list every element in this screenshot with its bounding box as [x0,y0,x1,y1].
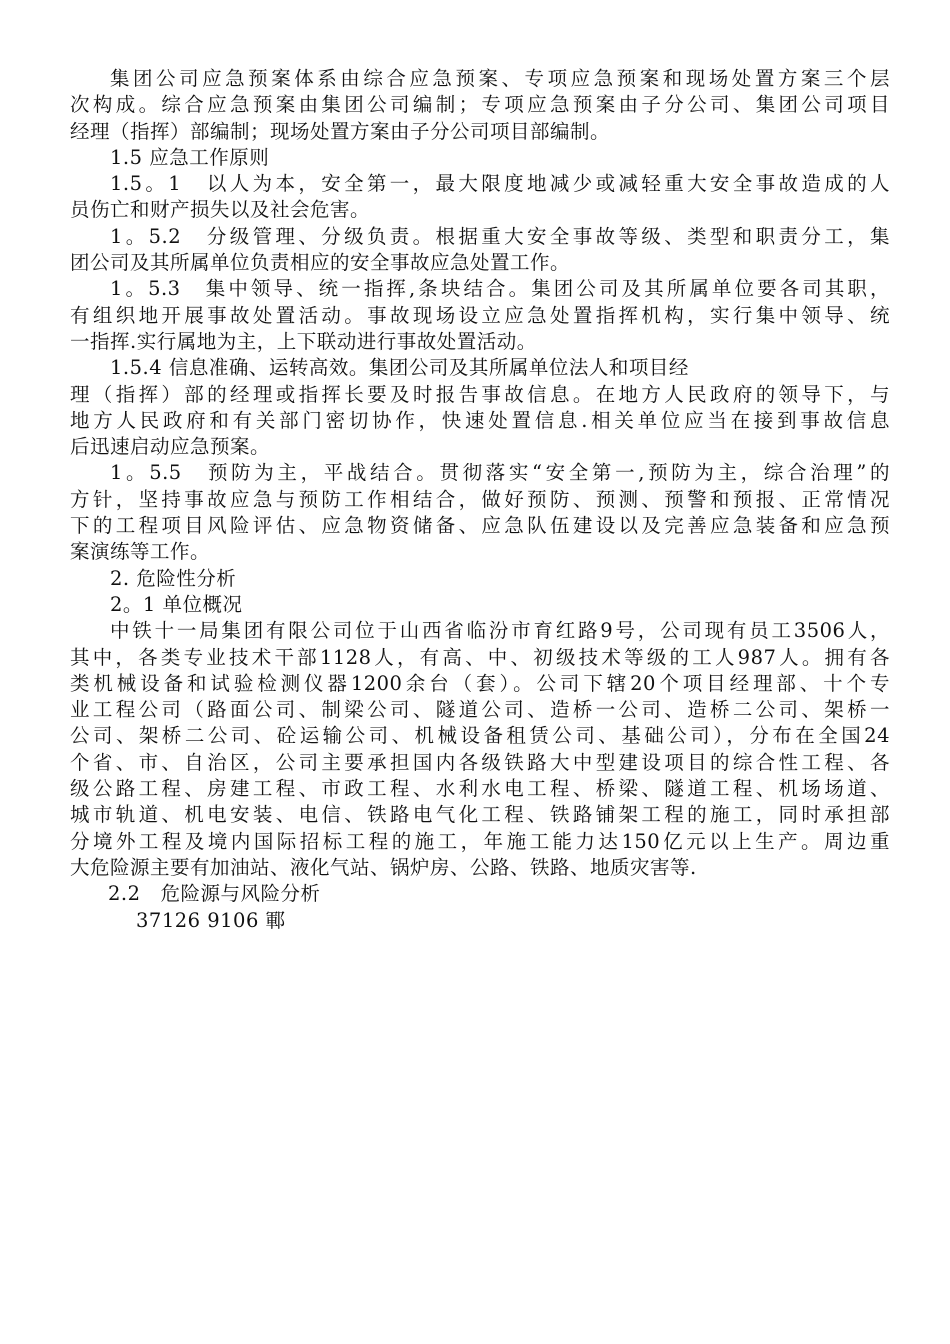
text-line: 分境外工程及境内国际招标工程的施工，年施工能力达150亿元以上生产。周边重 [70,829,890,853]
text-line: 1。5.5 预防为主，平战结合。贯彻落实“安全第一,预防为主，综合治理”的 [110,461,890,485]
heading-1-5 [70,145,890,171]
text-line: 集团公司应急预案体系由综合应急预案、专项应急预案和现场处置方案三个层 [110,67,890,90]
text-line: 理（指挥）部的经理或指挥长要及时报告事故信息。在地方人民政府的领导下，与 [70,382,890,406]
text-line: 城市轨道、机电安装、电信、铁路电气化工程、铁路铺架工程的施工，同时承担部 [70,803,890,827]
text-line: 后迅速启动应急预案。 [70,435,271,459]
text-line: 团公司及其所属单位负责相应的安全事故应急处置工作。 [70,251,571,275]
text-line: 业工程公司（路面公司、制梁公司、隧道公司、造桥一公司、造桥二公司、架桥一 [70,698,890,722]
heading-2-1 [70,592,890,618]
paragraph-1-5-3 [70,276,890,355]
text-line: 次构成。综合应急预案由集团公司编制；专项应急预案由子分公司、集团公司项目 [70,93,890,117]
section-heading: 1.5 应急工作原则 [110,145,270,169]
text-line: 大危险源主要有加油站、液化气站、锅炉房、公路、铁路、地质灾害等. [70,855,697,879]
text-line: 员伤亡和财产损失以及社会危害。 [70,198,371,222]
text-line: 1。5.3 集中领导、统一指挥,条块结合。集团公司及其所属单位要各司其职， [110,277,890,301]
paragraph-1-5-2 [70,224,890,277]
text-line: 有组织地开展事故处置活动。事故现场设立应急处置指挥机构，实行集中领导、统 [70,303,890,327]
text-line: 1。5.2 分级管理、分级负责。根据重大安全事故等级、类型和职责分工，集 [110,224,890,248]
text-line: 级公路工程、房建工程、市政工程、水利水电工程、桥梁、隧道工程、机场场道、 [70,777,890,801]
text-line: 一指挥.实行属地为主，上下联动进行事故处置活动。 [70,329,537,353]
text-line: 1.5.4 信息准确、运转高效。集团公司及其所属单位法人和项目经 [110,356,689,380]
text-line: 公司、架桥二公司、砼运输公司、机械设备租赁公司、基础公司），分布在全国24 [70,724,890,748]
text-line: 其中，各类专业技术干部1128人，有高、中、初级技术等级的工人987人。拥有各 [70,645,890,669]
text-line: 类机械设备和试验检测仪器1200余台（套）。公司下辖20个项目经理部、十个专 [70,671,890,695]
paragraph-2-1 [70,618,890,881]
section-heading: 2.2 危险源与风险分析 [108,882,321,906]
text-line: 方针，坚持事故应急与预防工作相结合，做好预防、预测、预警和预报、正常情况 [70,487,890,511]
text-line: 下的工程项目风险评估、应急物资储备、应急队伍建设以及完善应急装备和应急预 [70,514,890,538]
reference-code: 37126 9106 鄆 [136,908,286,932]
heading-2-2 [70,881,890,907]
heading-2 [70,566,890,592]
paragraph-1-5-5 [70,460,890,565]
text-line: 中铁十一局集团有限公司位于山西省临汾市育红路9号，公司现有员工3506人， [110,619,890,643]
text-line: 1.5。1 以人为本，安全第一，最大限度地减少或减轻重大安全事故造成的人 [110,172,890,196]
footer-code [70,908,890,934]
document-page [70,66,890,934]
section-heading: 2。1 单位概况 [110,592,243,616]
paragraph-1-5-4 [70,355,890,460]
text-line: 案演练等工作。 [70,540,211,564]
paragraph-intro [70,66,890,145]
text-line: 地方人民政府和有关部门密切协作，快速处置信息.相关单位应当在接到事故信息 [70,408,890,432]
paragraph-1-5-1 [70,171,890,224]
text-line: 个省、市、自治区，公司主要承担国内各级铁路大中型建设项目的综合性工程、各 [70,750,890,774]
text-line: 经理（指挥）部编制；现场处置方案由子分公司项目部编制。 [70,119,611,143]
section-heading: 2. 危险性分析 [110,566,237,590]
